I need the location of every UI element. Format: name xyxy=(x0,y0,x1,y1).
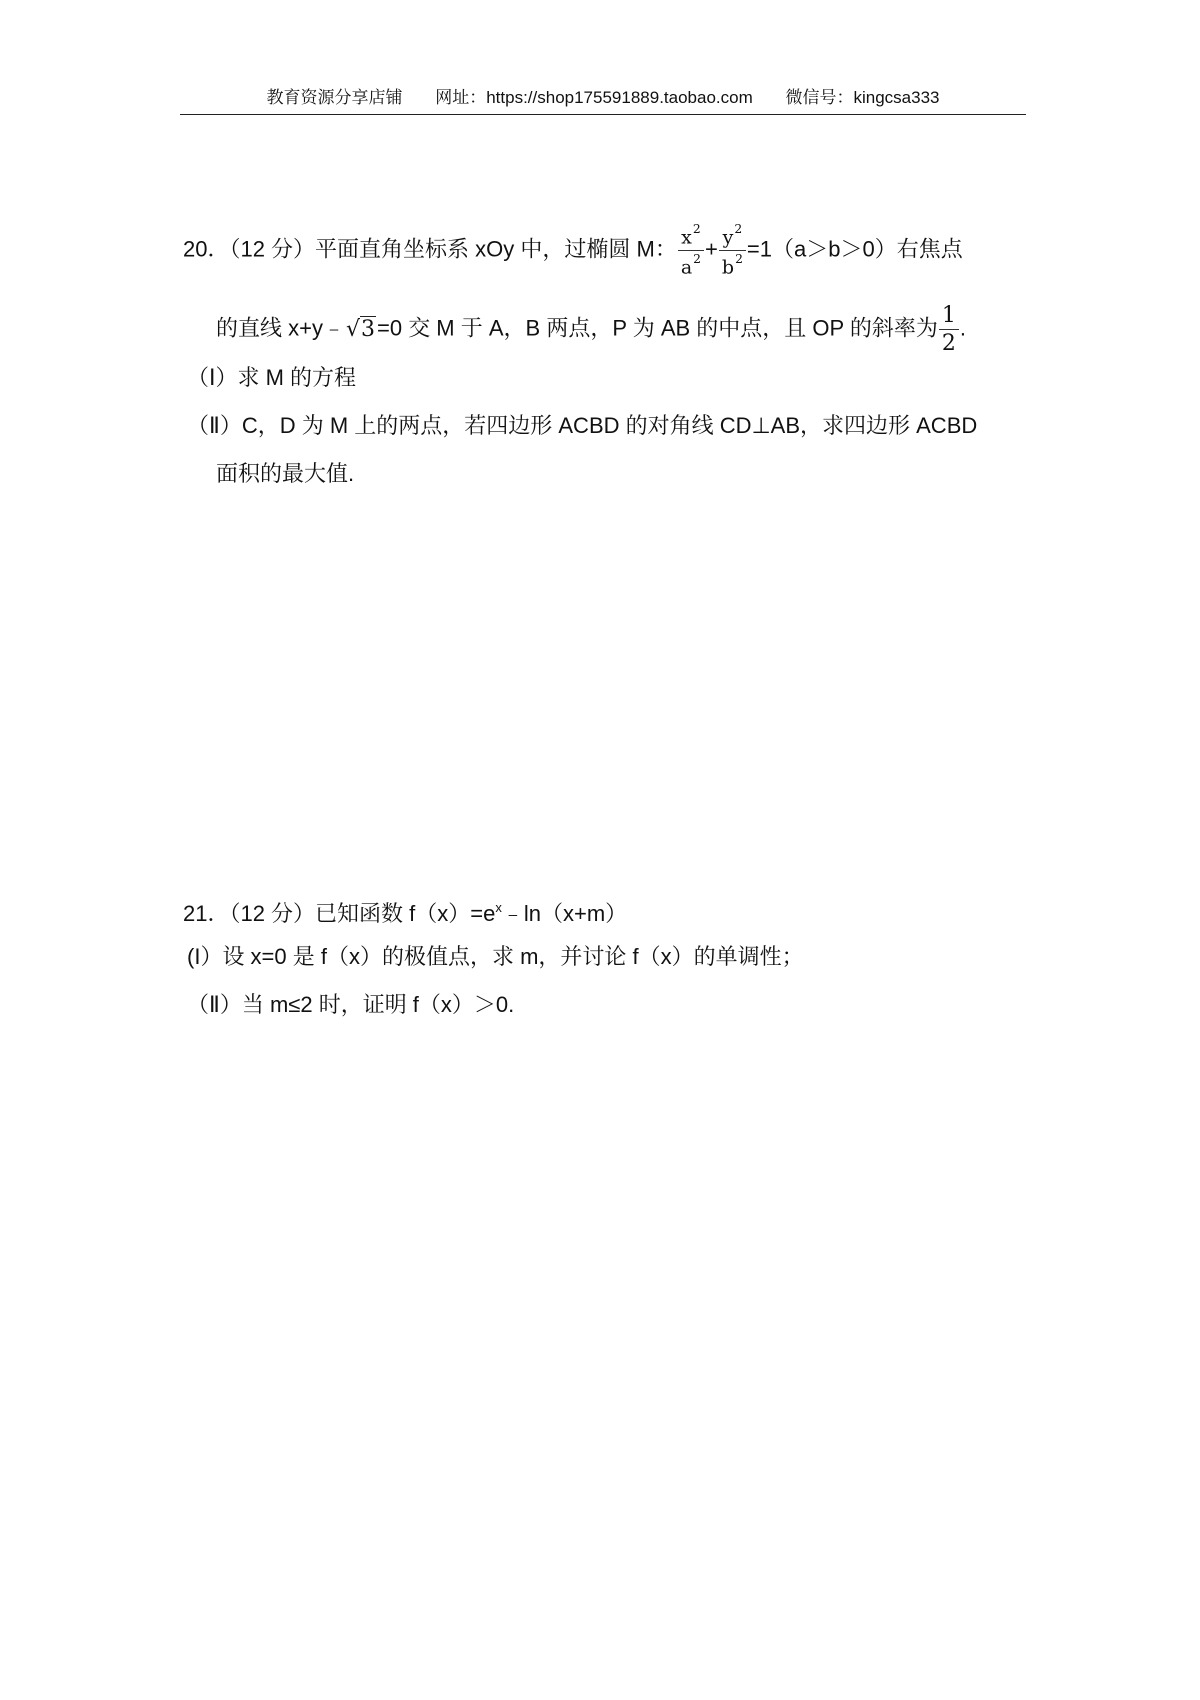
q20-part2-line2: 面积的最大值. xyxy=(216,461,355,486)
q21-intro-pre: 21．（12 分）已知函数 f（x）=e xyxy=(183,901,496,926)
q20-part1: （Ⅰ）求 M 的方程 xyxy=(187,365,357,390)
q20-stem-line1 xyxy=(183,222,963,280)
q21-stem xyxy=(183,893,627,929)
line2-end: . xyxy=(959,315,967,341)
frac2-den: b xyxy=(721,256,735,279)
page-header xyxy=(180,86,1026,115)
frac2-den-sup: 2 xyxy=(735,252,743,267)
line2-mid: =0 交 M 于 A，B 两点，P 为 AB 的中点，且 OP 的斜率为 xyxy=(377,315,938,341)
eq-rest: =1 xyxy=(746,236,773,262)
q21-part1: (I）设 x=0 是 f（x）的极值点，求 m，并讨论 f（x）的单调性； xyxy=(187,944,804,969)
q20-stem-line2 xyxy=(216,303,966,357)
ellipse-frac-y xyxy=(719,222,746,280)
sqrt-expression: √3 xyxy=(345,316,375,342)
q21-part2: （Ⅱ）当 m≤2 时，证明 f（x）＞0. xyxy=(187,992,515,1017)
slope-num: 1 xyxy=(939,303,959,330)
slope-fraction xyxy=(939,303,959,357)
q21-exponent: x xyxy=(495,900,502,915)
frac2-num-sup: 2 xyxy=(734,222,743,236)
q21-intro-post: ﹣ln（x+m） xyxy=(501,901,628,926)
q20-intro: 20．（12 分）平面直角坐标系 xOy 中，过椭圆 M： xyxy=(183,236,677,262)
frac1-den-sup: 2 xyxy=(693,252,702,267)
sqrt-value: 3 xyxy=(361,316,375,342)
ellipse-frac-x xyxy=(678,222,704,280)
slope-den: 2 xyxy=(941,331,956,357)
q20-condition: （a＞b＞0）右焦点 xyxy=(772,236,963,262)
frac1-den: a xyxy=(680,256,693,279)
frac1-num: x xyxy=(681,226,692,249)
line2-pre: 的直线 x+y﹣ xyxy=(216,315,345,341)
header-shop-name: 教育资源分享店铺 xyxy=(266,88,403,107)
header-wechat: 微信号：kingcsa333 xyxy=(785,88,940,107)
frac1-num-sup: 2 xyxy=(692,222,701,236)
frac2-num: y xyxy=(722,226,734,249)
plus-sign: + xyxy=(705,236,718,262)
header-website: 网址：https://shop175591889.taobao.com xyxy=(435,88,753,107)
q20-part2-line1: （Ⅱ）C，D 为 M 上的两点，若四边形 ACBD 的对角线 CD⊥AB，求四边形 ACBD xyxy=(187,413,978,438)
